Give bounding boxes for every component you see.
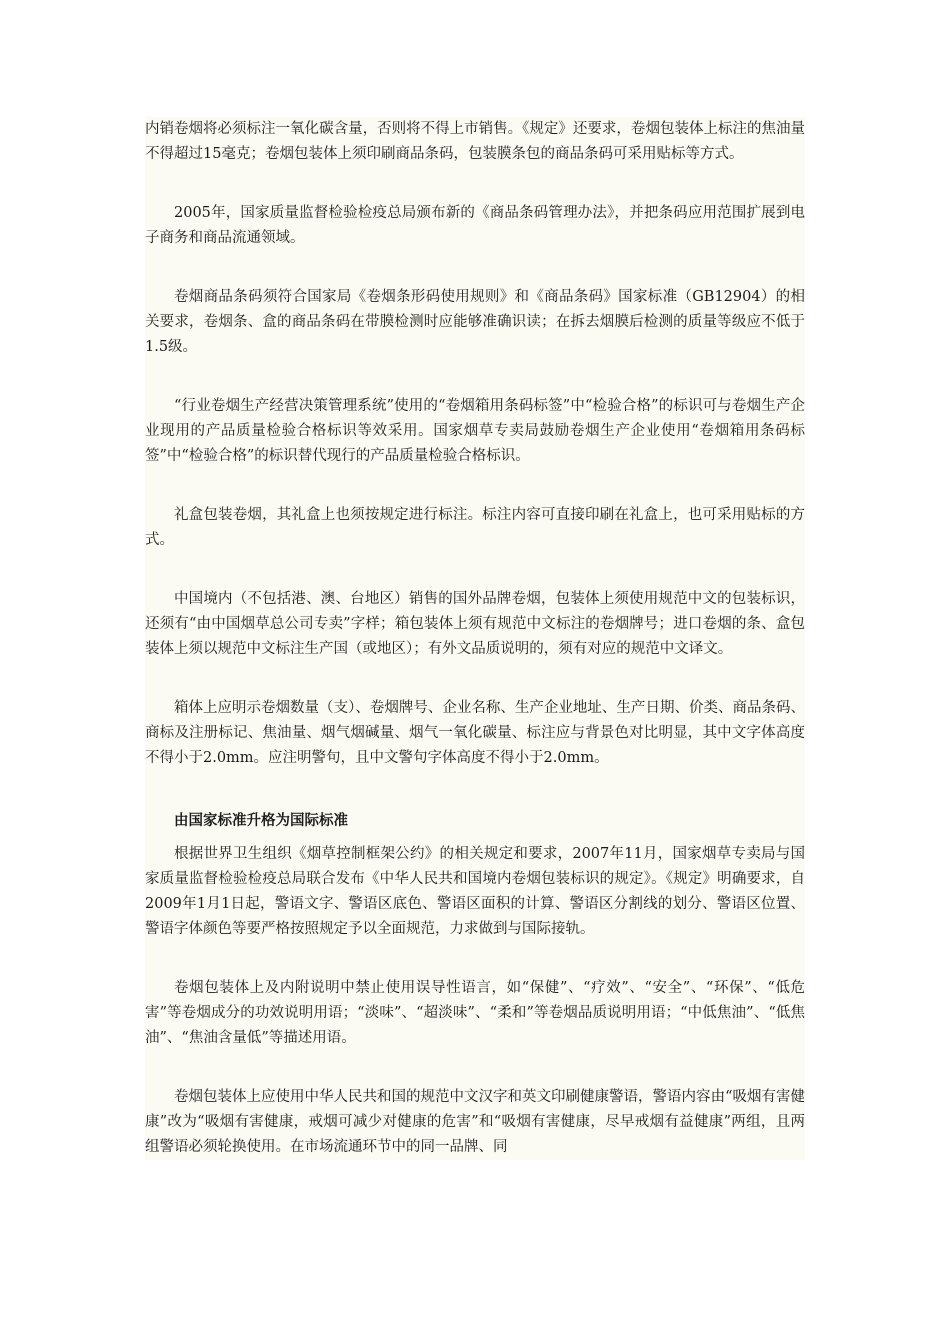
section-heading: 由国家标准升格为国际标准 [174,813,348,829]
paragraph-10: 卷烟包装体上应使用中华人民共和国的规范中文汉字和英文印刷健康警语，警语内容由“吸烟有害健康”改为“吸烟有害健康，戒烟可减少对健康的危害”和“吸烟有害健康，尽早戒烟有益健康”两组，且两组警语必须轮换使用。在市场流通环节中的同一品牌、同 [145,1089,805,1155]
paragraph-2: 2005年，国家质量监督检验检疫总局颁布新的《商品条码管理办法》，并把条码应用范围扩展到电子商务和商品流通领域。 [145,205,805,246]
paragraph-4: “行业卷烟生产经营决策管理系统”使用的“卷烟箱用条码标签”中“检验合格”的标识可与卷烟生产企业现用的产品质量检验合格标识等效采用。国家烟草专卖局鼓励卷烟生产企业使用“卷烟箱用条码标签”中“检验合格”的标识替代现行的产品质量检验合格标识。 [145,398,805,464]
paragraph-8: 根据世界卫生组织《烟草控制框架公约》的相关规定和要求，2007年11月，国家烟草专卖局与国家质量监督检验检疫总局联合发布《中华人民共和国境内卷烟包装标识的规定》。《规定》明确要求，自2009年1月1日起，警语文字、警语区底色、警语区面积的计算、警语区分割线的划分、警语区位置、警语字体颜色等要严格按照规定予以全面规范，力求做到与国际接轨。 [145,846,805,937]
paragraph-7: 箱体上应明示卷烟数量（支）、卷烟牌号、企业名称、生产企业地址、生产日期、价类、商品条码、商标及注册标记、焦油量、烟气烟碱量、烟气一氧化碳量、标注应与背景色对比明显，其中文字体高度不得小于2.0mm。应注明警句，且中文警句字体高度不得小于2.0mm。 [145,700,805,766]
paragraph-5: 礼盒包装卷烟，其礼盒上也须按规定进行标注。标注内容可直接印刷在礼盒上，也可采用贴标的方式。 [145,507,805,548]
article-body [145,117,805,1160]
paragraph-6: 中国境内（不包括港、澳、台地区）销售的国外品牌卷烟，包装体上须使用规范中文的包装标识，还须有“由中国烟草总公司专卖”字样；箱包装体上须有规范中文标注的卷烟牌号；进口卷烟的条、盒包装体上须以规范中文标注生产国（或地区）；有外文品质说明的，须有对应的规范中文译文。 [145,591,805,657]
paragraph-3: 卷烟商品条码须符合国家局《卷烟条形码使用规则》和《商品条码》国家标准（GB12904）的相关要求，卷烟条、盒的商品条码在带膜检测时应能够准确识读；在拆去烟膜后检测的质量等级应不低于1.5级。 [145,289,805,355]
paragraph-9: 卷烟包装体上及内附说明中禁止使用误导性语言，如“保健”、“疗效”、“安全”、“环保”、“低危害”等卷烟成分的功效说明用语；“淡味”、“超淡味”、“柔和”等卷烟品质说明用语；“中低焦油”、“低焦油”、“焦油含量低”等描述用语。 [145,980,805,1046]
paragraph-1: 内销卷烟将必须标注一氧化碳含量，否则将不得上市销售。《规定》还要求，卷烟包装体上标注的焦油量不得超过15毫克；卷烟包装体上须印刷商品条码，包装膜条包的商品条码可采用贴标等方式。 [145,121,805,162]
